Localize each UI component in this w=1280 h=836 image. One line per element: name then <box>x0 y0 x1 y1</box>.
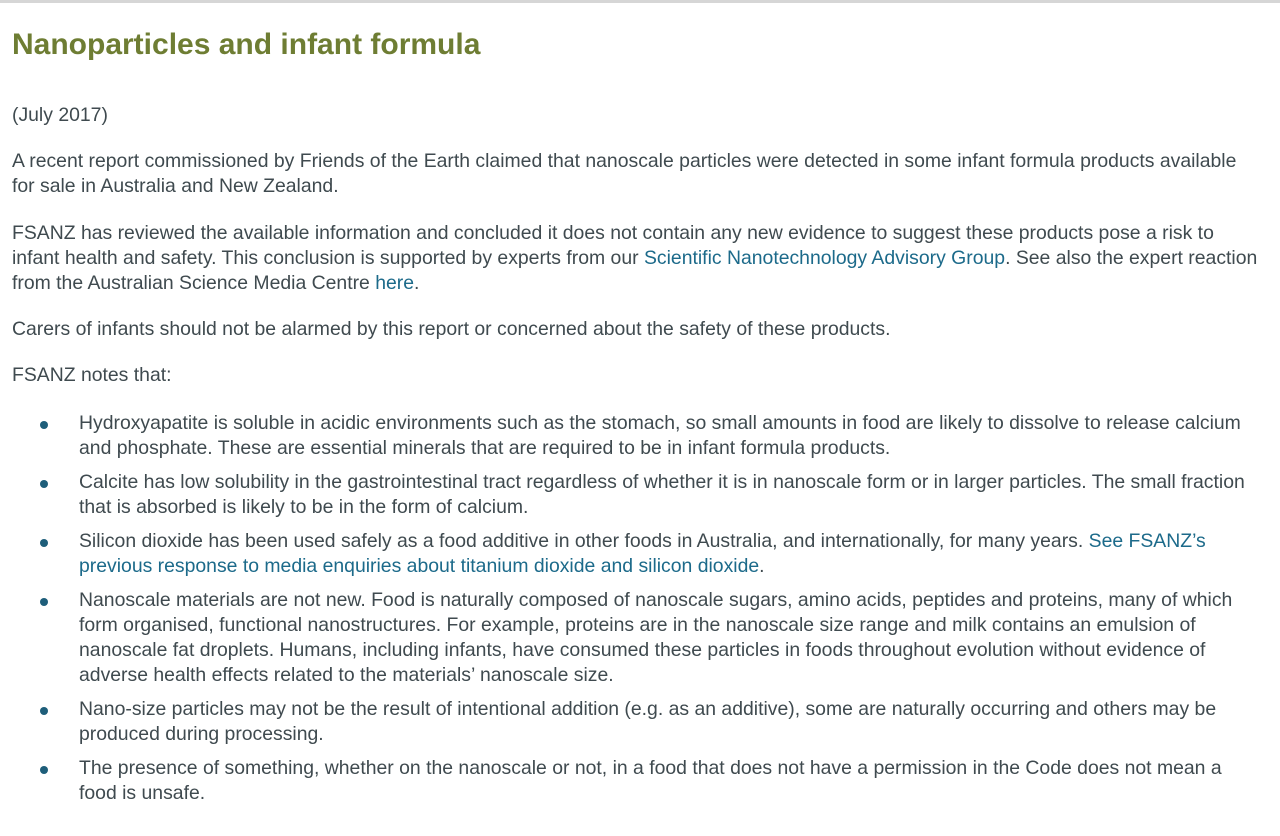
science-media-centre-link[interactable]: here <box>375 272 415 294</box>
bullet-icon <box>40 707 48 715</box>
review-paragraph <box>12 221 1262 296</box>
advisory-group-link[interactable]: Scientific Nanotechnology Advisory Group <box>643 247 1006 269</box>
carers-paragraph: Carers of infants should not be alarmed by this report or concerned about the safety of these products. <box>12 318 891 340</box>
review-text: FSANZ has reviewed the available information and concluded it does not contain any new evidence to suggest these products pose a risk to infant health and safety. This conclusion is supported by experts from our <box>12 222 1214 269</box>
intro-paragraph: A recent report commissioned by Friends of the Earth claimed that nanoscale particles were detected in some infant formula products available for sale in Australia and New Zealand. <box>12 150 1237 197</box>
list-item-text: Nanoscale materials are not new. Food is naturally composed of nanoscale sugars, amino acids, peptides and proteins, many of which form organised, functional nanostructures. For example, proteins are in the nanoscale size range and milk contains an emulsion of nanoscale fat droplets. Humans, including infants, have consumed these particles in foods throughout evolution without evidence of adverse health effects related to the materials’ nanoscale size. <box>79 589 1233 686</box>
notes-list <box>12 411 1262 806</box>
bullet-icon <box>40 539 48 547</box>
list-item-text-end: . <box>759 555 765 577</box>
bullet-icon <box>40 766 48 774</box>
article <box>12 0 1262 815</box>
list-item-text: Nano-size particles may not be the result of intentional addition (e.g. as an additive), some are naturally occurring and others may be produced during processing. <box>79 698 1217 745</box>
notes-intro: FSANZ notes that: <box>12 364 172 386</box>
list-item <box>12 529 1262 579</box>
list-item <box>12 588 1262 688</box>
list-item <box>12 470 1262 520</box>
list-item-text: The presence of something, whether on the nanoscale or not, in a food that does not have a permission in the Code does not mean a food is unsafe. <box>79 757 1222 804</box>
bullet-icon <box>40 421 48 429</box>
publication-date: (July 2017) <box>12 104 108 126</box>
review-text-end: . <box>414 272 420 294</box>
list-item <box>12 756 1262 806</box>
list-item-text: Hydroxyapatite is soluble in acidic environments such as the stomach, so small amounts in food are likely to dissolve to release calcium and phosphate. These are essential minerals that are required to be in infant formula products. <box>79 412 1241 459</box>
previous-response-link[interactable]: See FSANZ’s previous response to media enquiries about titanium dioxide and silicon dioxide <box>79 530 1206 577</box>
list-item-text: Calcite has low solubility in the gastrointestinal tract regardless of whether it is in nanoscale form or in larger particles. The small fraction that is absorbed is likely to be in the form of calcium. <box>79 471 1245 518</box>
page-title: Nanoparticles and infant formula <box>12 28 481 61</box>
bullet-icon <box>40 598 48 606</box>
list-item <box>12 697 1262 747</box>
list-item-text: Silicon dioxide has been used safely as a food additive in other foods in Australia, and internationally, for many years. <box>79 530 1089 552</box>
review-text-middle: . See also the expert reaction from the Australian Science Media Centre <box>12 247 1258 294</box>
list-item <box>12 411 1262 461</box>
bullet-icon <box>40 480 48 488</box>
